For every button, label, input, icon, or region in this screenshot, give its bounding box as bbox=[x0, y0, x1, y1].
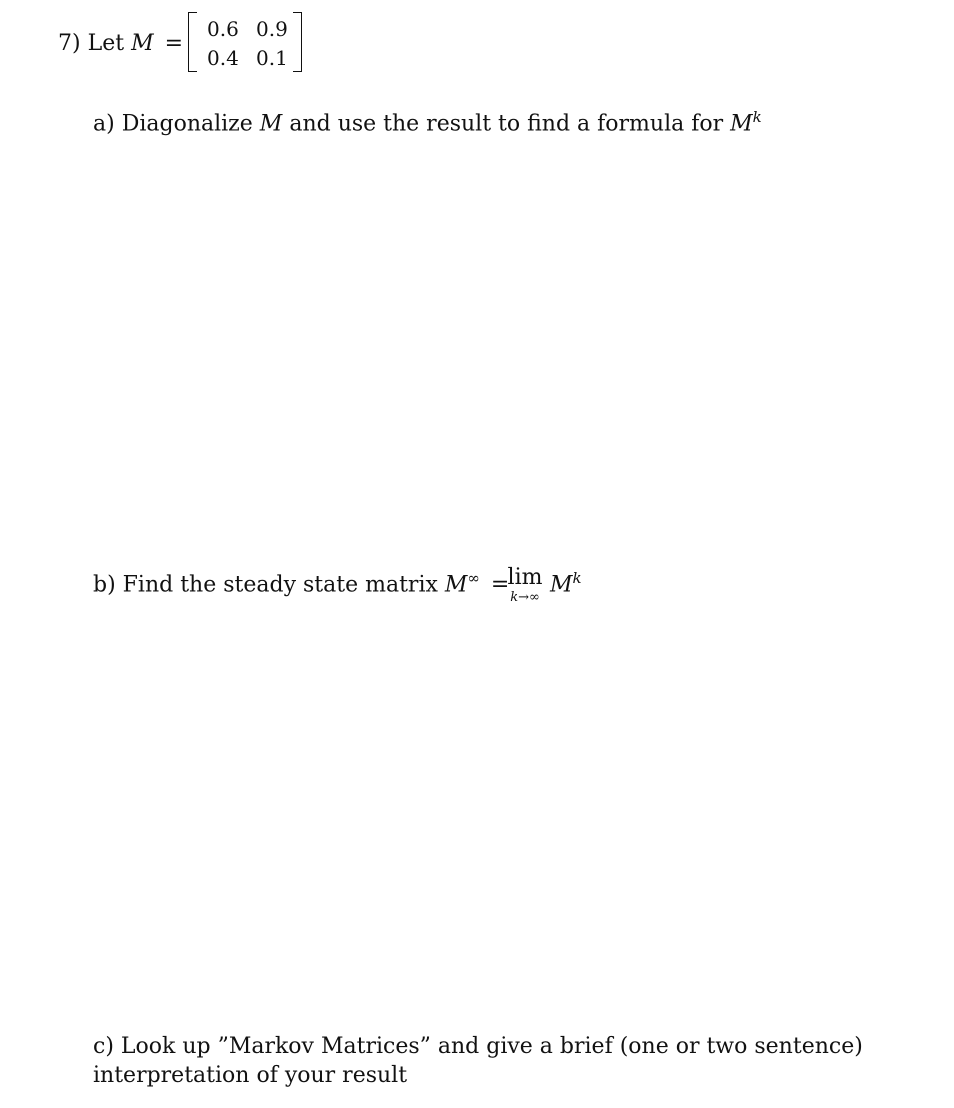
limit-expression bbox=[500, 565, 550, 605]
part-b-label: b) bbox=[93, 572, 116, 598]
equals-sign: = bbox=[164, 31, 184, 56]
part-b-text: Find the steady state matrix bbox=[122, 572, 438, 598]
matrix-cell-2-1: 0.4 bbox=[207, 46, 239, 70]
right-bracket bbox=[293, 12, 302, 72]
lim-word: lim bbox=[507, 565, 543, 590]
part-a bbox=[93, 104, 762, 137]
part-b bbox=[93, 565, 509, 598]
part-b-equals: = bbox=[490, 572, 510, 598]
part-a-text-before: Diagonalize bbox=[121, 111, 253, 137]
part-c-line-1: c) Look up ”Markov Matrices” and give a brief (one or two sentence) bbox=[93, 1034, 863, 1059]
part-b-power-base: M bbox=[550, 572, 573, 598]
matrix-symbol: M bbox=[131, 31, 154, 56]
part-a-text-after: and use the result to find a formula for bbox=[289, 111, 724, 137]
part-b-symbol-sup: ∞ bbox=[467, 569, 480, 587]
part-a-label: a) bbox=[93, 111, 115, 137]
problem-header bbox=[58, 31, 183, 57]
part-b-power-exp: k bbox=[572, 569, 582, 587]
matrix-cell-1-1: 0.6 bbox=[207, 17, 239, 41]
part-c-line-2: interpretation of your result bbox=[93, 1063, 408, 1088]
part-b-symbol-base: M bbox=[444, 572, 468, 598]
part-a-power-base: M bbox=[730, 111, 753, 137]
left-bracket bbox=[188, 12, 197, 72]
part-b-power bbox=[550, 565, 582, 598]
lim-subscript: k→∞ bbox=[510, 590, 540, 605]
problem-intro: Let bbox=[87, 31, 125, 56]
matrix-cell-1-2: 0.9 bbox=[256, 17, 288, 41]
part-a-power-exp: k bbox=[752, 108, 762, 126]
matrix-cell-2-2: 0.1 bbox=[256, 46, 288, 70]
problem-number: 7) bbox=[58, 31, 81, 56]
matrix-M bbox=[188, 12, 302, 74]
part-a-symbol: M bbox=[259, 111, 283, 137]
